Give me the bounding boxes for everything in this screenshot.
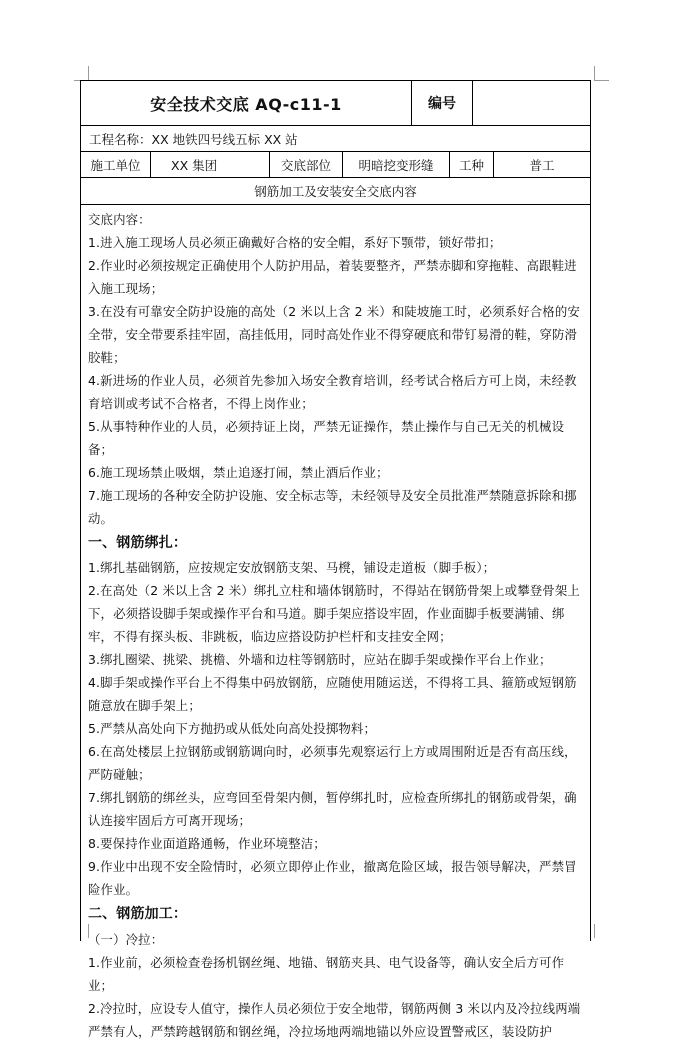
binding-item: 7.绑扎钢筋的绑丝头，应弯回至骨架内侧，暂停绑扎时，应检查所绑扎的钢筋或骨架，确认连接牢固后方可离开现场； <box>88 790 577 828</box>
crop-mark-top-right <box>594 66 609 81</box>
general-item: 4.新进场的作业人员，必须首先参加入场安全教育培训，经考试合格后方可上岗，未经教育培训或考试不合格者，不得上岗作业； <box>88 373 577 411</box>
binding-item: 9.作业中出现不安全险情时，必须立即停止作业，撤离危险区域，报告领导解决，严禁冒险作业。 <box>88 859 577 897</box>
general-item: 3.在没有可靠安全防护设施的高处（2 米以上含 2 米）和陡坡施工时，必须系好合格的安全带，安全带要系挂牢固，高挂低用，同时高处作业不得穿硬底和带钉易滑的鞋，穿防滑胶鞋； <box>88 304 580 365</box>
binding-item: 4.脚手架或操作平台上不得集中码放钢筋，应随使用随运送，不得将工具、箍筋或短钢筋随意放在脚手架上； <box>88 675 577 713</box>
general-item: 6.施工现场禁止吸烟，禁止追逐打闹，禁止酒后作业； <box>88 465 389 480</box>
trade-label: 工种 <box>450 152 494 177</box>
unit-label: 施工单位 <box>81 152 151 177</box>
part-value: 明暗挖变形缝 <box>343 152 450 177</box>
subsection-cold-drawing: （一）冷拉： <box>88 932 164 947</box>
general-item: 2.作业时必须按规定正确使用个人防护用品，着装要整齐，严禁赤脚和穿拖鞋、高跟鞋进入施工现场； <box>88 258 577 296</box>
binding-item: 5.严禁从高处向下方抛扔或从低处向高处投掷物料； <box>88 721 377 736</box>
general-item: 1.进入施工现场人员必须正确戴好合格的安全帽，系好下颚带，锁好带扣； <box>88 235 502 250</box>
title-row <box>81 81 590 126</box>
subject-title: 钢筋加工及安装安全交底内容 <box>254 184 417 199</box>
info-row <box>81 152 590 178</box>
unit-value: XX 集团 <box>151 152 270 177</box>
crop-mark-bottom-right <box>594 924 609 938</box>
binding-item: 8.要保持作业面道路通畅，作业环境整洁； <box>88 836 326 851</box>
number-label: 编号 <box>412 81 473 125</box>
subject-row <box>81 178 590 205</box>
general-item: 7.施工现场的各种安全防护设施、安全标志等，未经领导及安全员批准严禁随意拆除和挪动。 <box>88 488 577 526</box>
form-title: 安全技术交底 AQ-c11-1 <box>81 81 412 125</box>
trade-value: 普工 <box>529 157 555 173</box>
processing-item: 1.作业前，必须检查卷扬机钢丝绳、地锚、钢筋夹具、电气设备等，确认安全后方可作业； <box>88 955 565 993</box>
section-heading-binding: 一、钢筋绑扎： <box>88 535 188 551</box>
processing-item: 2.冷拉时，应设专人值守，操作人员必须位于安全地带，钢筋两侧 3 米以内及冷拉线两端严禁有人，严禁跨越钢筋和钢丝绳，冷拉场地两端地锚以外应设置警戒区，装设防护 <box>88 1001 581 1039</box>
project-row <box>81 126 590 152</box>
general-item: 5.从事特种作业的人员，必须持证上岗，严禁无证操作，禁止操作与自己无关的机械设备； <box>88 419 565 457</box>
binding-item: 3.绑扎圈梁、挑梁、挑檐、外墙和边柱等钢筋时，应站在脚手架或操作平台上作业； <box>88 652 552 667</box>
binding-item: 2.在高处（2 米以上含 2 米）绑扎立柱和墙体钢筋时，不得站在钢筋骨架上或攀登骨架上下，必须搭设脚手架或操作平台和马道。脚手架应搭设牢固，作业面脚手板要满铺、绑牢，不得有探头板、非跳板，临边应搭设防护栏杆和支挂安全网； <box>88 583 580 644</box>
number-value <box>473 81 590 125</box>
project-name: 工程名称：XX 地铁四号线五标 XX 站 <box>89 131 298 147</box>
binding-item: 1.绑扎基础钢筋，应按规定安放钢筋支架、马櫈，铺设走道板（脚手板）； <box>88 560 496 575</box>
crop-mark-top-left <box>74 66 89 81</box>
safety-disclosure-form <box>80 80 591 1039</box>
disclosure-content <box>81 205 590 1043</box>
section-heading-processing: 二、钢筋加工： <box>88 906 188 922</box>
binding-item: 6.在高处楼层上拉钢筋或钢筋调向时，必须事先观察运行上方或周围附近是否有高压线，严防碰触； <box>88 744 577 782</box>
content-label: 交底内容： <box>88 212 151 227</box>
part-label: 交底部位 <box>270 152 343 177</box>
